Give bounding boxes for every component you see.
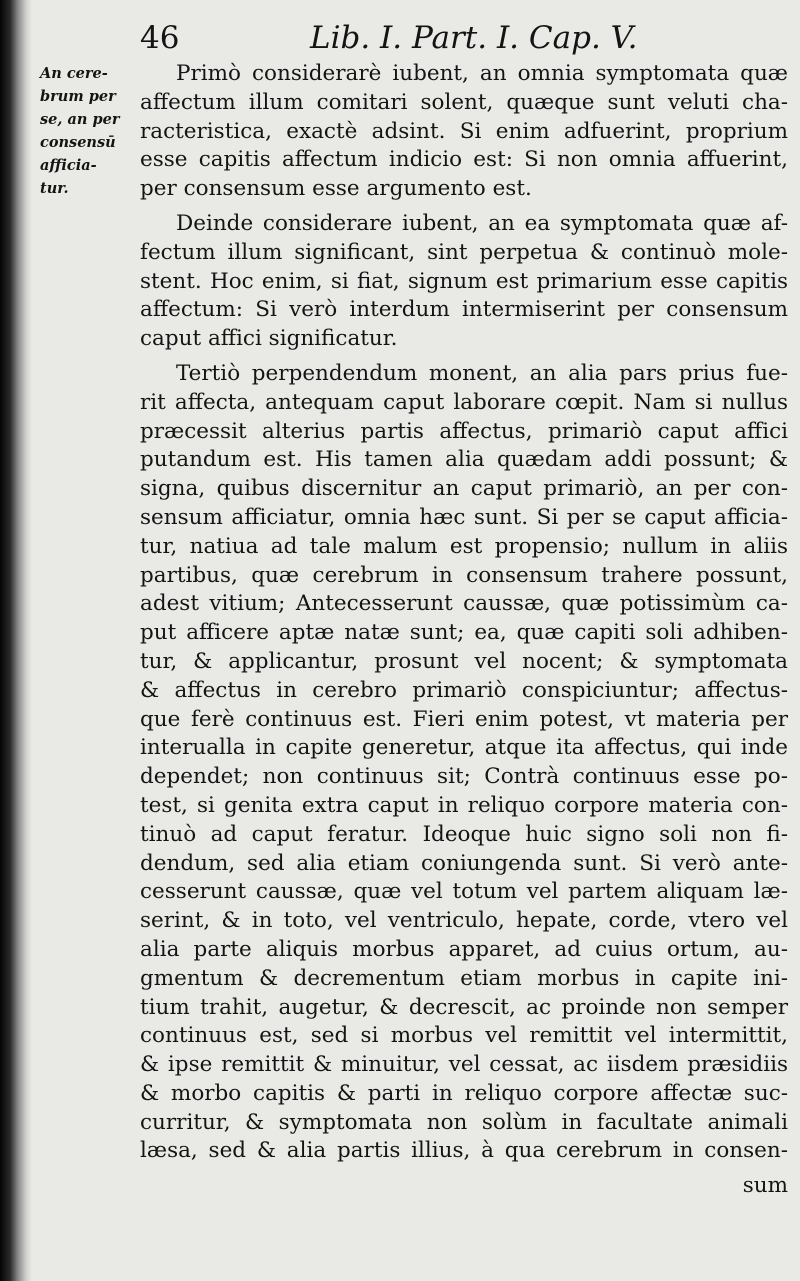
text-line: gmentum & decrementum etiam morbus in capite ini- bbox=[140, 965, 788, 991]
paragraph-3 bbox=[140, 360, 788, 1166]
text-line: & affectus in cerebro primariò conspiciuntur; affectus- bbox=[140, 677, 788, 703]
text-line: adest vitium; Antecesserunt caussæ, quæ potissimùm ca- bbox=[140, 591, 788, 617]
margin-note-line: brum per bbox=[40, 88, 116, 105]
text-line: racteristica, exactè adsint. Si enim adfuerint, proprium bbox=[140, 118, 788, 144]
text-line: put afficere aptæ natæ sunt; ea, quæ capiti soli adhiben- bbox=[140, 620, 788, 646]
margin-note-line: An cere- bbox=[40, 65, 108, 82]
body-text bbox=[140, 60, 788, 1201]
paragraph-1 bbox=[140, 60, 788, 204]
catchword: sum bbox=[742, 1173, 788, 1199]
text-line: esse capitis affectum indicio est: Si non omnia affuerint, bbox=[140, 147, 788, 173]
text-line: putandum est. His tamen alia quædam addi possunt; & bbox=[140, 447, 788, 473]
text-line: partibus, quæ cerebrum in consensum trahere possunt, bbox=[140, 562, 788, 588]
margin-note-line: tur. bbox=[40, 180, 69, 197]
text-line: alia parte aliquis morbus apparet, ad cuius ortum, au- bbox=[140, 936, 788, 962]
text-line: tinuò ad caput feratur. Ideoque huic signo soli non fi- bbox=[140, 821, 788, 847]
text-line: & ipse remittit & minuitur, vel cessat, ac iisdem præsidiis bbox=[140, 1052, 788, 1078]
text-line: læsa, sed & alia partis illius, à qua cerebrum in consen- bbox=[140, 1138, 788, 1164]
margin-note bbox=[40, 62, 140, 200]
page-binding-shadow bbox=[0, 0, 32, 1281]
text-line: test, si genita extra caput in reliquo corpore materia con- bbox=[140, 792, 788, 818]
page-number: 46 bbox=[140, 20, 180, 56]
running-head: Lib. I. Part. I. Cap. V. bbox=[310, 20, 638, 56]
text-line: & morbo capitis & parti in reliquo corpore affectæ suc- bbox=[140, 1080, 788, 1106]
text-line: cesserunt caussæ, quæ vel totum vel partem aliquam læ- bbox=[140, 879, 788, 905]
text-line: interualla in capite generetur, atque ita affectus, qui inde bbox=[140, 735, 788, 761]
text-line: tium trahit, augetur, & decrescit, ac proinde non semper bbox=[140, 994, 788, 1020]
text-line: fectum illum significant, sint perpetua & continuò mole- bbox=[140, 239, 788, 265]
text-line: Tertiò perpendendum monent, an alia pars prius fue- bbox=[176, 360, 788, 386]
text-line: affectum illum comitari solent, quæque sunt veluti cha- bbox=[140, 89, 788, 115]
paragraph-2 bbox=[140, 210, 788, 354]
text-line: dendum, sed alia etiam coniungenda sunt. Si verò ante- bbox=[140, 850, 788, 876]
text-line: curritur, & symptomata non solùm in facultate animali bbox=[140, 1109, 788, 1135]
margin-note-line: se, an per bbox=[40, 111, 120, 128]
text-line: Primò considerarè iubent, an omnia symptomata quæ bbox=[176, 61, 788, 86]
text-line: rit affecta, antequam caput laborare cœpit. Nam si nullus bbox=[140, 389, 788, 415]
text-line: serint, & in toto, vel ventriculo, hepate, corde, vtero vel bbox=[140, 908, 788, 934]
margin-note-line: consensū bbox=[40, 134, 116, 151]
text-line: præcessit alterius partis affectus, primariò caput affici bbox=[140, 418, 788, 444]
text-line: continuus est, sed si morbus vel remittit vel intermittit, bbox=[140, 1023, 788, 1049]
text-line: tur, natiua ad tale malum est propensio; nullum in aliis bbox=[140, 533, 788, 559]
text-line: sensum afficiatur, omnia hæc sunt. Si per se caput afficia- bbox=[140, 504, 788, 530]
text-line: Deinde considerare iubent, an ea symptomata quæ af- bbox=[176, 210, 788, 236]
text-line: que ferè continuus est. Fieri enim potest, vt materia per bbox=[140, 706, 788, 732]
page-header bbox=[140, 18, 790, 58]
text-line: signa, quibus discernitur an caput primariò, an per con- bbox=[140, 476, 788, 502]
text-line: per consensum esse argumento est. bbox=[140, 176, 532, 202]
text-line: tur, & applicantur, prosunt vel nocent; & symptomata bbox=[140, 648, 788, 674]
margin-note-line: afficia- bbox=[40, 157, 97, 174]
text-line: affectum: Si verò interdum intermiserint per consensum bbox=[140, 297, 788, 323]
text-line: caput affici significatur. bbox=[140, 326, 398, 352]
text-line: stent. Hoc enim, si fiat, signum est primarium esse capitis bbox=[140, 268, 788, 294]
text-line: dependet; non continuus sit; Contrà continuus esse po- bbox=[140, 764, 788, 790]
